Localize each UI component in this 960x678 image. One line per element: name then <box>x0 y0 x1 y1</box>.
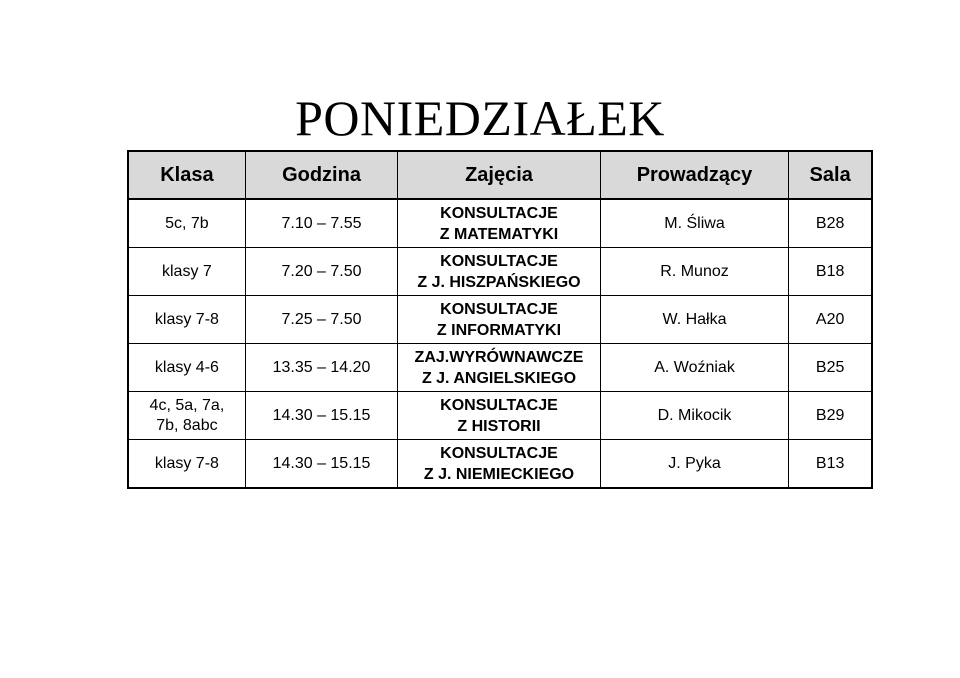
cell-prowadzacy: A. Woźniak <box>600 344 789 392</box>
cell-sala: B29 <box>789 392 872 440</box>
cell-zajecia-line: Z INFORMATYKI <box>436 321 562 339</box>
cell-zajecia <box>398 344 601 392</box>
table-row <box>128 344 872 392</box>
table-body <box>128 199 872 488</box>
header-sala: Sala <box>789 151 872 199</box>
cell-prowadzacy: W. Hałka <box>600 296 789 344</box>
cell-klasa <box>128 392 245 440</box>
cell-klasa <box>128 248 245 296</box>
cell-zajecia <box>398 248 601 296</box>
cell-godzina: 7.20 – 7.50 <box>245 248 397 296</box>
cell-sala: A20 <box>789 296 872 344</box>
cell-zajecia-line: ZAJ.WYRÓWNAWCZE <box>414 348 584 366</box>
cell-klasa-line: 4c, 5a, 7a, <box>149 396 225 414</box>
cell-zajecia <box>398 440 601 489</box>
cell-zajecia-line: KONSULTACJE <box>440 396 558 414</box>
cell-klasa-line: klasy 4-6 <box>154 358 219 376</box>
cell-zajecia <box>398 296 601 344</box>
cell-zajecia-line: Z MATEMATYKI <box>439 225 559 243</box>
cell-sala: B18 <box>789 248 872 296</box>
cell-godzina: 13.35 – 14.20 <box>245 344 397 392</box>
table-header <box>128 151 872 199</box>
page-title: PONIEDZIAŁEK <box>295 90 665 146</box>
cell-zajecia-line: Z J. ANGIELSKIEGO <box>421 369 577 387</box>
cell-prowadzacy: M. Śliwa <box>600 199 789 248</box>
cell-zajecia-line: KONSULTACJE <box>440 204 558 222</box>
cell-klasa-line: klasy 7-8 <box>154 454 219 472</box>
cell-zajecia-line: KONSULTACJE <box>440 444 558 462</box>
cell-godzina: 7.10 – 7.55 <box>245 199 397 248</box>
cell-zajecia-line: Z J. NIEMIECKIEGO <box>423 465 575 483</box>
cell-klasa <box>128 199 245 248</box>
cell-klasa-line: 7b, 8abc <box>156 416 218 434</box>
cell-zajecia-line: Z J. HISZPAŃSKIEGO <box>417 273 581 291</box>
header-zajecia: Zajęcia <box>398 151 601 199</box>
cell-sala: B28 <box>789 199 872 248</box>
cell-prowadzacy: J. Pyka <box>600 440 789 489</box>
cell-klasa-line: 5c, 7b <box>165 214 209 232</box>
table-row <box>128 296 872 344</box>
cell-sala: B25 <box>789 344 872 392</box>
cell-klasa <box>128 344 245 392</box>
cell-zajecia-line: KONSULTACJE <box>440 300 558 318</box>
cell-sala: B13 <box>789 440 872 489</box>
cell-godzina: 14.30 – 15.15 <box>245 440 397 489</box>
cell-zajecia-line: KONSULTACJE <box>440 252 558 270</box>
cell-godzina: 7.25 – 7.50 <box>245 296 397 344</box>
cell-prowadzacy: D. Mikocik <box>600 392 789 440</box>
table-row <box>128 392 872 440</box>
cell-zajecia-line: Z HISTORII <box>457 417 541 435</box>
cell-zajecia <box>398 199 601 248</box>
cell-klasa-line: klasy 7 <box>162 262 212 280</box>
cell-klasa <box>128 296 245 344</box>
table-row <box>128 199 872 248</box>
schedule-table <box>127 150 873 489</box>
header-godzina: Godzina <box>245 151 397 199</box>
header-row <box>128 151 872 199</box>
header-klasa: Klasa <box>128 151 245 199</box>
table-row <box>128 440 872 489</box>
cell-godzina: 14.30 – 15.15 <box>245 392 397 440</box>
cell-klasa-line: klasy 7-8 <box>154 310 219 328</box>
cell-klasa <box>128 440 245 489</box>
cell-zajecia <box>398 392 601 440</box>
header-prowadzacy: Prowadzący <box>600 151 789 199</box>
table-row <box>128 248 872 296</box>
cell-prowadzacy: R. Munoz <box>600 248 789 296</box>
